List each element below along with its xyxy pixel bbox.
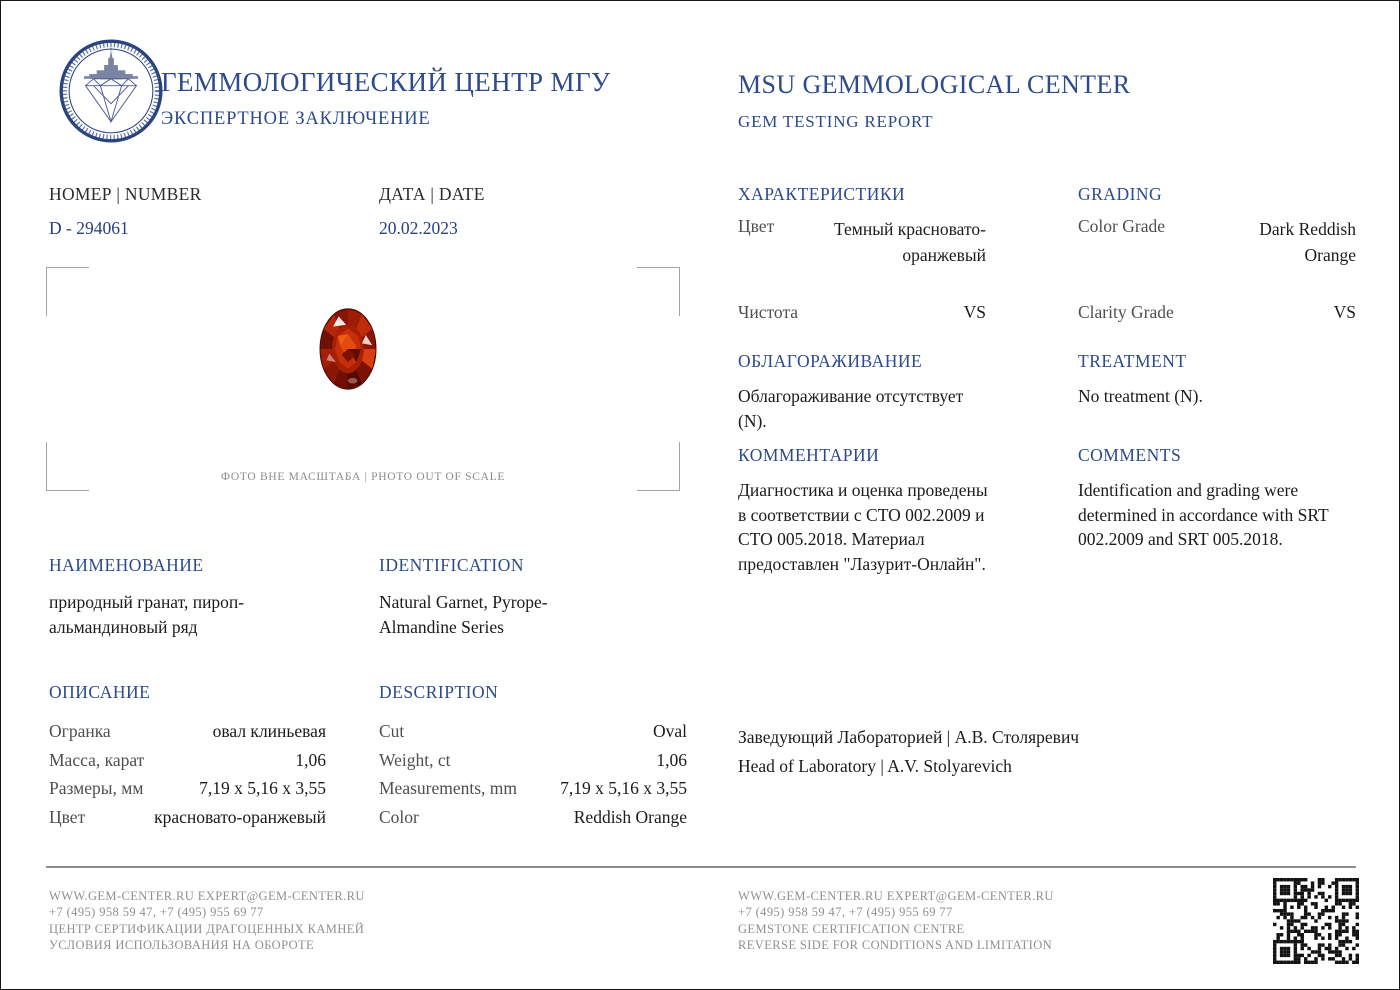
number-value: D - 294061: [49, 218, 129, 238]
cut-label-en: Cut: [379, 721, 405, 741]
report-date-block: [379, 184, 485, 239]
qr-code: [1273, 878, 1359, 964]
date-label: ДАТА | DATE: [379, 184, 485, 204]
signature-ru: Заведующий Лабораторией | А.В. Столяревич: [738, 727, 1080, 747]
characteristics-title: ХАРАКТЕРИСТИКИ: [738, 184, 906, 204]
number-label: НОМЕР | NUMBER: [49, 184, 202, 204]
identification-text-ru: природный гранат, пироп-альмандиновый ряд: [49, 592, 245, 637]
logo-badge-icon: [58, 38, 164, 144]
section-grading-en: [1078, 184, 1356, 323]
description-title-ru: ОПИСАНИЕ: [49, 682, 151, 702]
clarity-label-ru: Чистота: [738, 302, 799, 322]
comments-title-ru: КОММЕНТАРИИ: [738, 445, 880, 465]
section-treatment-en: [1078, 351, 1340, 409]
report-number-block: [49, 184, 202, 239]
color-desc-label-en: Color: [379, 806, 419, 827]
signature-en: Head of Laboratory | A.V. Stolyarevich: [738, 755, 1012, 776]
footer-left-contacts: WWW.GEM-CENTER.RU EXPERT@GEM-CENTER.RU: [49, 889, 365, 903]
clarity-grade-label: Clarity Grade: [1078, 302, 1174, 322]
treatment-title-en: TREATMENT: [1078, 351, 1187, 371]
section-identification-ru: [49, 555, 289, 639]
photo-scale-caption: ФОТО ВНЕ МАСШТАБА | PHOTO OUT OF SCALE: [220, 471, 506, 483]
footer-left-terms: УСЛОВИЯ ИСПОЛЬЗОВАНИЯ НА ОБОРОТЕ: [49, 938, 315, 953]
section-treatment-ru: [738, 351, 988, 433]
identification-text-en: Natural Garnet, Pyrope-Almandine Series: [379, 592, 548, 637]
gem-photo-frame: [46, 267, 680, 491]
footer-left-org: ЦЕНТР СЕРТИФИКАЦИИ ДРАГОЦЕННЫХ КАМНЕЙ: [49, 921, 365, 936]
footer-right-terms: REVERSE SIDE FOR CONDITIONS AND LIMITATION: [738, 938, 1053, 953]
color-label-ru: Цвет: [738, 216, 775, 236]
weight-label-ru: Масса, карат: [49, 749, 145, 770]
footer-right-contacts: WWW.GEM-CENTER.RU EXPERT@GEM-CENTER.RU: [738, 889, 1054, 903]
treatment-text-ru: Облагораживание отсутствует (N).: [738, 386, 964, 431]
corner-bracket-bottom-left: [46, 442, 89, 491]
measurements-label-ru: Размеры, мм: [49, 778, 144, 798]
comments-text-ru: Диагностика и оценка проведены в соответствии с СТО 002.2009 и СТО 005.2018. Материал предоставлен "Лазурит-Онлайн".: [738, 480, 988, 574]
cut-value-en: Oval: [652, 721, 687, 741]
measurements-value-en: 7,19 x 5,16 x 3,55: [560, 778, 687, 798]
cut-label-ru: Огранка: [49, 721, 111, 741]
gem-photo: [318, 307, 378, 391]
identification-title-en: IDENTIFICATION: [379, 555, 525, 575]
footer-left-block: [49, 888, 365, 954]
weight-label-en: Weight, ct: [379, 749, 451, 770]
description-row-cut-en: [379, 717, 687, 746]
corner-bracket-top-left: [46, 267, 89, 316]
identification-title-ru: НАИМЕНОВАНИЕ: [49, 555, 204, 575]
measurements-value-ru: 7,19 x 5,16 x 3,55: [199, 778, 326, 798]
color-grade-label: Color Grade: [1078, 216, 1165, 236]
org-title-en: MSU GEMMOLOGICAL CENTER: [738, 70, 1131, 99]
weight-value-ru: 1,06: [295, 749, 326, 770]
clarity-value-ru: VS: [963, 302, 986, 322]
treatment-text-en: No treatment (N).: [1078, 386, 1203, 406]
section-identification-en: [379, 555, 594, 639]
color-value-ru: Темный красновато-оранжевый: [834, 219, 986, 265]
color-grade-value: Dark Reddish Orange: [1259, 219, 1356, 265]
comments-title-en: COMMENTS: [1078, 445, 1182, 465]
comments-text-en: Identification and grading were determined in accordance with SRT 002.2009 and SRT 005.2018.: [1078, 480, 1329, 549]
cut-value-ru: овал клиньевая: [212, 721, 326, 741]
corner-bracket-top-right: [637, 267, 680, 316]
description-row-weight-en: [379, 746, 687, 775]
description-title-en: DESCRIPTION: [379, 682, 499, 702]
color-desc-value-en: Reddish Orange: [573, 806, 687, 827]
doc-title-ru: ЭКСПЕРТНОЕ ЗАКЛЮЧЕНИЕ: [161, 109, 431, 129]
clarity-grade-value: VS: [1333, 302, 1356, 322]
section-description-ru: [49, 682, 326, 831]
grading-title: GRADING: [1078, 184, 1163, 204]
description-row-measurements-ru: [49, 774, 326, 803]
org-title-ru: ГЕММОЛОГИЧЕСКИЙ ЦЕНТР МГУ: [161, 67, 611, 97]
section-characteristics-ru: [738, 184, 986, 323]
color-desc-label-ru: Цвет: [49, 806, 86, 827]
treatment-title-ru: ОБЛАГОРАЖИВАНИЕ: [738, 351, 923, 371]
date-value: 20.02.2023: [379, 218, 458, 238]
section-comments-ru: [738, 445, 990, 576]
section-comments-en: [1078, 445, 1330, 552]
color-desc-value-ru: красновато-оранжевый: [154, 806, 326, 827]
section-description-en: [379, 682, 687, 831]
description-row-color-ru: [49, 803, 326, 832]
description-row-measurements-en: [379, 774, 687, 803]
footer-left-phones: +7 (495) 958 59 47, +7 (495) 955 69 77: [49, 905, 264, 920]
footer-right-block: [738, 888, 1054, 954]
doc-title-en: GEM TESTING REPORT: [738, 112, 934, 131]
corner-bracket-bottom-right: [637, 442, 680, 491]
description-row-color-en: [379, 803, 687, 832]
footer-right-org: GEMSTONE CERTIFICATION CENTRE: [738, 921, 965, 936]
msu-gem-center-logo: [58, 38, 164, 144]
description-row-weight-ru: [49, 746, 326, 775]
footer-divider: [46, 866, 1356, 868]
signature-block: [738, 723, 1079, 780]
footer-right-phones: +7 (495) 958 59 47, +7 (495) 955 69 77: [738, 905, 953, 920]
description-row-cut-ru: [49, 717, 326, 746]
measurements-label-en: Measurements, mm: [379, 778, 518, 798]
weight-value-en: 1,06: [656, 749, 687, 770]
